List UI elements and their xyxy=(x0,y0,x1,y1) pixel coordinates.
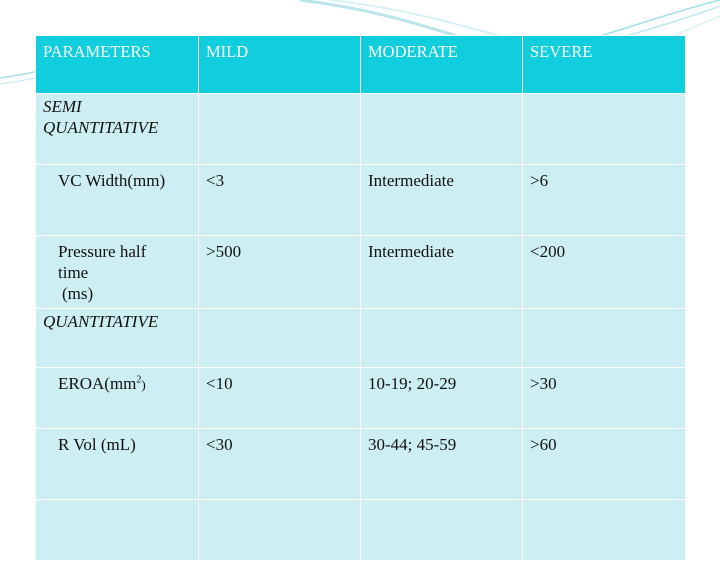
cell-eroa-mild: <10 xyxy=(199,368,361,429)
empty-cell xyxy=(199,94,361,165)
cell-vc-width-mild: <3 xyxy=(199,165,361,236)
row-label-vc-width: VC Width(mm) xyxy=(36,165,199,236)
cell-vc-width-moderate: Intermediate xyxy=(361,165,523,236)
eroa-label-close: ) xyxy=(141,377,146,392)
empty-cell xyxy=(523,309,686,368)
label-line: Pressure half xyxy=(58,242,147,261)
row-label-r-vol: R Vol (mL) xyxy=(36,429,199,500)
label-line: (ms) xyxy=(62,284,94,303)
table-row-empty xyxy=(36,500,686,561)
empty-cell xyxy=(523,94,686,165)
eroa-label-text: EROA(mm xyxy=(58,374,137,393)
row-label-pressure-half-time xyxy=(36,236,199,309)
table-row-eroa xyxy=(36,368,686,429)
header-cell-moderate: MODERATE xyxy=(361,36,523,94)
cell-eroa-moderate: 10-19; 20-29 xyxy=(361,368,523,429)
eroa-label-superscript: 2 xyxy=(136,374,142,386)
table-row-vc-width xyxy=(36,165,686,236)
header-cell-severe: SEVERE xyxy=(523,36,686,94)
empty-cell xyxy=(361,500,523,561)
label-line: time xyxy=(58,263,89,282)
table-row-quantitative xyxy=(36,309,686,368)
empty-cell xyxy=(199,309,361,368)
section-label-semi-quantitative: SEMI QUANTITATIVE xyxy=(36,94,199,165)
section-label-quantitative: QUANTITATIVE xyxy=(36,309,199,368)
cell-pht-severe: <200 xyxy=(523,236,686,309)
header-cell-mild: MILD xyxy=(199,36,361,94)
cell-pht-moderate: Intermediate xyxy=(361,236,523,309)
cell-vc-width-severe: >6 xyxy=(523,165,686,236)
cell-pht-mild: >500 xyxy=(199,236,361,309)
header-cell-parameters: PARAMETERS xyxy=(36,36,199,94)
empty-cell xyxy=(199,500,361,561)
table-row-pressure-half-time xyxy=(36,236,686,309)
table-header-row xyxy=(36,36,686,94)
table-row-r-vol xyxy=(36,429,686,500)
empty-cell xyxy=(361,94,523,165)
table-row-semi-quantitative xyxy=(36,94,686,165)
cell-rvol-mild: <30 xyxy=(199,429,361,500)
regurgitation-severity-table xyxy=(35,35,686,561)
empty-cell xyxy=(36,500,199,561)
row-label-eroa xyxy=(36,368,199,429)
cell-rvol-severe: >60 xyxy=(523,429,686,500)
cell-rvol-moderate: 30-44; 45-59 xyxy=(361,429,523,500)
empty-cell xyxy=(361,309,523,368)
cell-eroa-severe: >30 xyxy=(523,368,686,429)
empty-cell xyxy=(523,500,686,561)
